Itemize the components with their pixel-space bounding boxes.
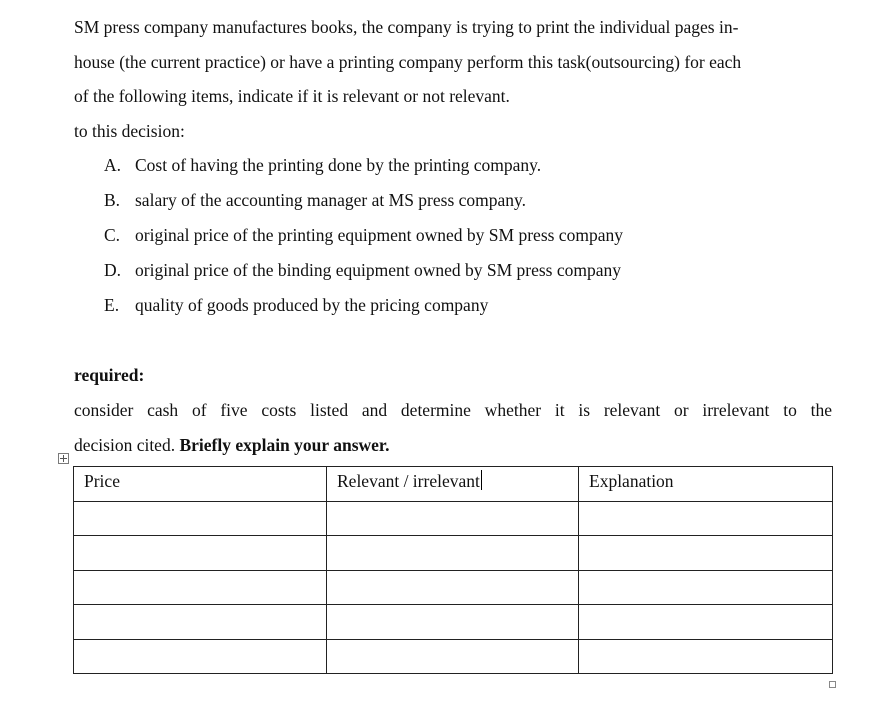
table-cell[interactable] xyxy=(74,605,327,640)
table-cell[interactable] xyxy=(74,501,327,536)
cost-items-list xyxy=(104,148,623,323)
header-explanation[interactable]: Explanation xyxy=(579,467,833,502)
table-row xyxy=(74,605,833,640)
instructions-line-1: consider cash of five costs listed and determine whether it is relevant or irrelevant to the xyxy=(74,400,832,420)
table-cell[interactable] xyxy=(74,570,327,605)
list-item xyxy=(104,253,623,288)
instructions-bold-text: Briefly explain your answer. xyxy=(179,434,390,455)
instructions-line-2 xyxy=(74,428,832,463)
table-cell[interactable] xyxy=(327,605,579,640)
table-row xyxy=(74,570,833,605)
list-item-text: original price of the binding equipment owned by SM press company xyxy=(135,260,622,280)
list-item-text: salary of the accounting manager at MS press company. xyxy=(135,190,527,210)
table-cell[interactable] xyxy=(327,639,579,674)
table-cell[interactable] xyxy=(579,570,833,605)
table-cell[interactable] xyxy=(74,536,327,571)
header-relevant-text: Relevant / irrelevant xyxy=(337,471,480,491)
answer-table xyxy=(73,466,833,674)
intro-line-4: to this decision: xyxy=(74,121,185,142)
header-price[interactable]: Price xyxy=(74,467,327,502)
table-resize-handle-icon[interactable] xyxy=(829,681,836,688)
required-instructions xyxy=(74,393,832,462)
table-cell[interactable] xyxy=(579,639,833,674)
list-item-letter: A. xyxy=(104,155,122,175)
required-heading: required: xyxy=(74,365,145,385)
table-cell[interactable] xyxy=(579,536,833,571)
table-row xyxy=(74,639,833,674)
instructions-plain-text: decision cited. xyxy=(74,434,180,455)
header-relevant-irrelevant[interactable] xyxy=(327,467,579,502)
table-header-row xyxy=(74,467,833,502)
list-item-letter: C. xyxy=(104,225,121,245)
intro-line-2: house (the current practice) or have a printing company perform this task(outsourcing) for each xyxy=(74,51,742,72)
list-item-text: quality of goods produced by the pricing company xyxy=(135,295,489,315)
table-cell[interactable] xyxy=(579,501,833,536)
list-item-letter: B. xyxy=(104,190,121,210)
list-item-letter: D. xyxy=(104,260,122,280)
table-row xyxy=(74,536,833,571)
table-cell[interactable] xyxy=(327,536,579,571)
list-item-text: original price of the printing equipment owned by SM press company xyxy=(135,225,623,245)
text-cursor xyxy=(481,470,482,490)
table-cell[interactable] xyxy=(327,501,579,536)
list-item-text: Cost of having the printing done by the printing company. xyxy=(135,155,542,175)
list-item xyxy=(104,183,623,218)
list-item-letter: E. xyxy=(104,295,120,315)
intro-line-1: SM press company manufactures books, the company is trying to print the individual pages in- xyxy=(74,17,739,37)
problem-intro xyxy=(74,10,832,149)
list-item xyxy=(104,288,623,323)
table-cell[interactable] xyxy=(579,605,833,640)
table-row xyxy=(74,501,833,536)
table-cell[interactable] xyxy=(327,570,579,605)
table-move-handle-icon[interactable] xyxy=(58,453,69,464)
intro-line-3: of the following items, indicate if it is relevant or not relevant. xyxy=(74,86,510,107)
list-item xyxy=(104,218,623,253)
table-cell[interactable] xyxy=(74,639,327,674)
list-item xyxy=(104,148,623,183)
